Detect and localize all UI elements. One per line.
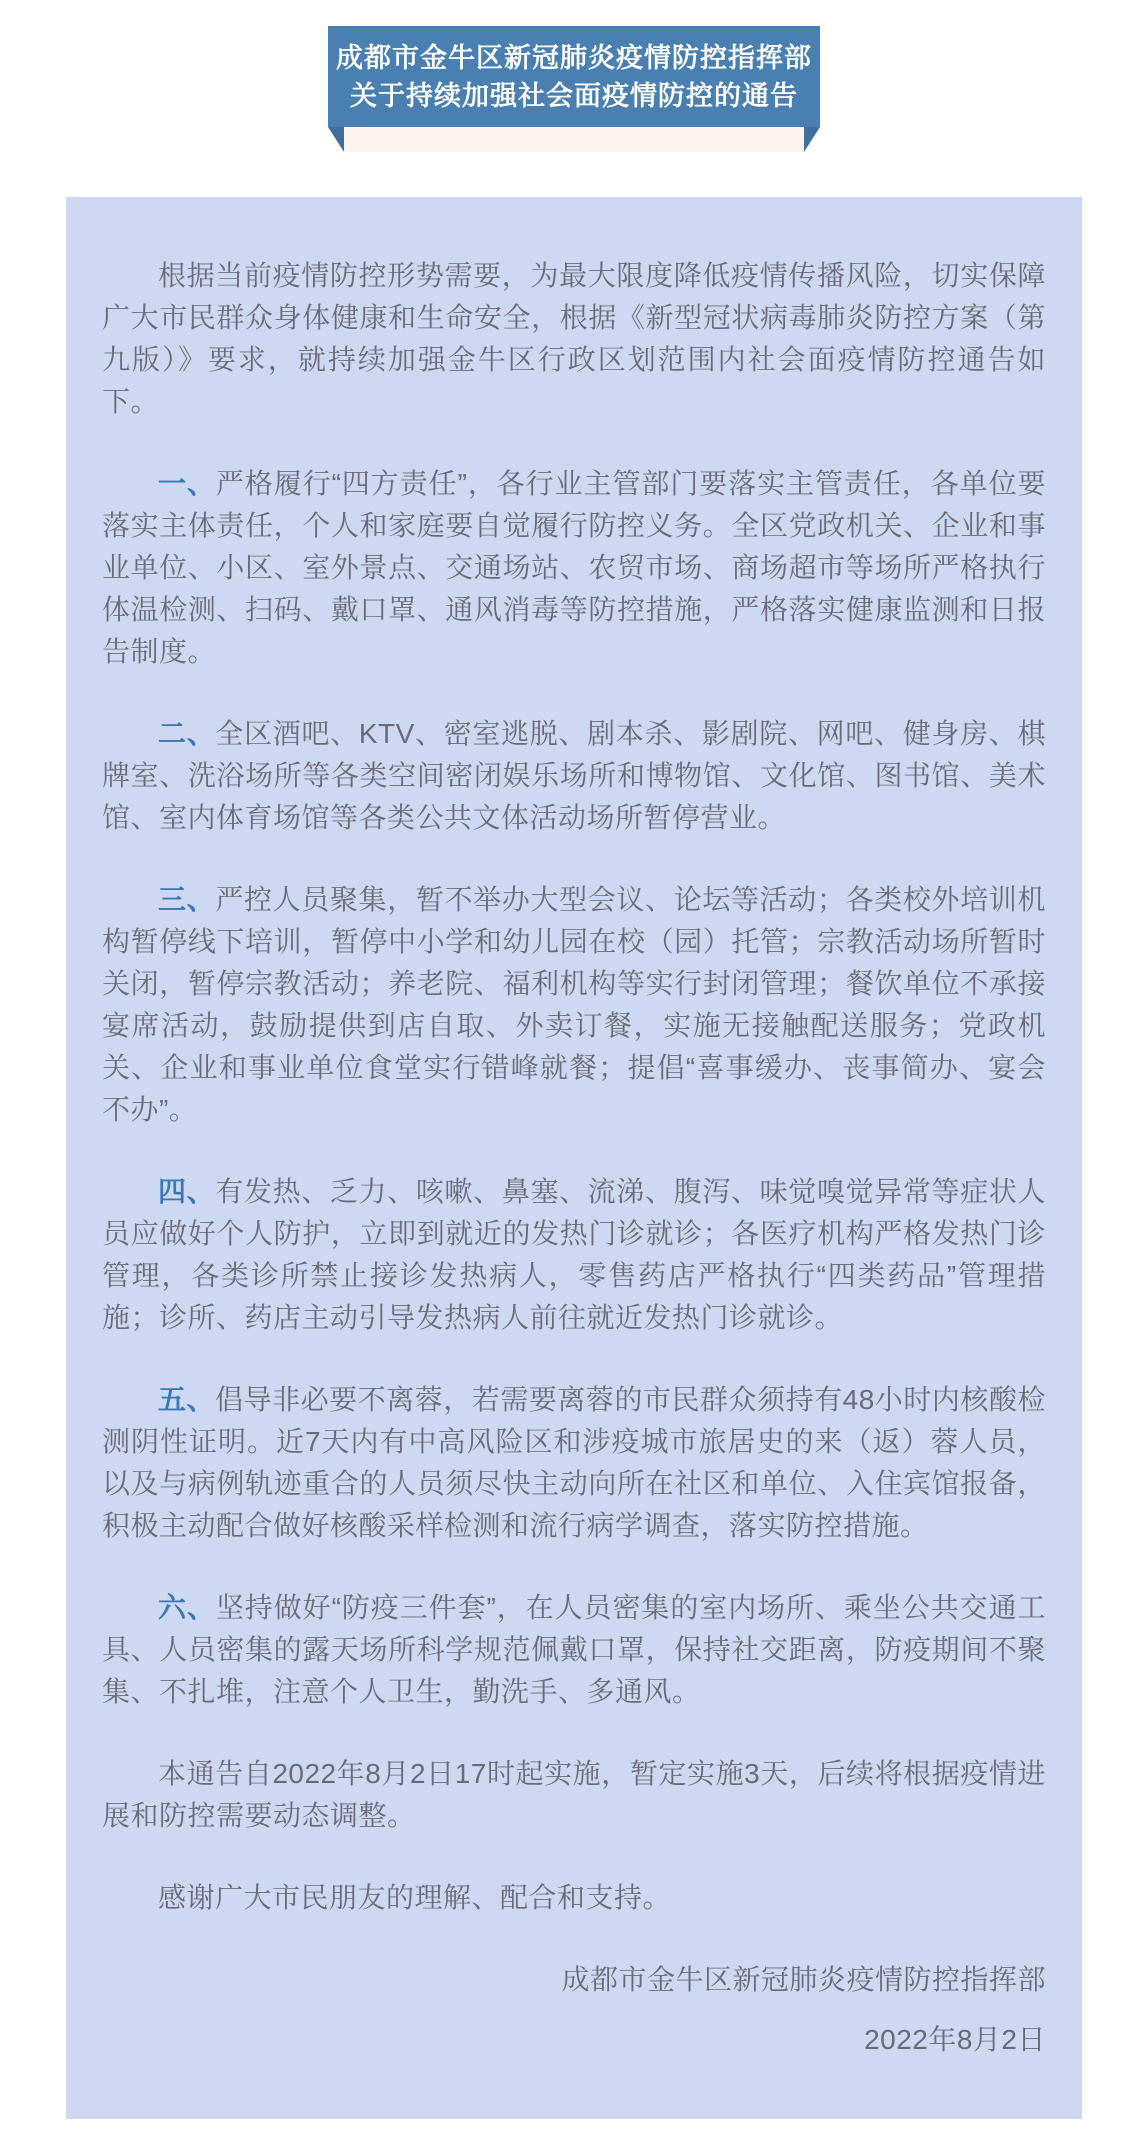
- item-paragraph-2: [102, 713, 1046, 839]
- item-number-2: 二、: [158, 718, 216, 749]
- notice-page: [0, 26, 1148, 2119]
- intro-paragraph: 根据当前疫情防控形势需要，为最大限度降低疫情传播风险，切实保障广大市民群众身体健康和生命安全，根据《新型冠状病毒肺炎防控方案（第九版）》要求，就持续加强金牛区行政区划范围内社会面疫情防控通告如下。: [102, 260, 1046, 417]
- item-number-1: 一、: [158, 468, 216, 499]
- item-number-6: 六、: [158, 1592, 216, 1623]
- item-paragraph-3: [102, 879, 1046, 1131]
- item-text-3: 严控人员聚集，暂不举办大型会议、论坛等活动；各类校外培训机构暂停线下培训，暂停中小学和幼儿园在校（园）托管；宗教活动场所暂时关闭，暂停宗教活动；养老院、福利机构等实行封闭管理；餐饮单位不承接宴席活动，鼓励提供到店自取、外卖订餐，实施无接触配送服务；党政机关、企业和事业单位食堂实行错峰就餐；提倡“喜事缓办、丧事简办、宴会不办”。: [102, 884, 1046, 1125]
- item-paragraph-1: [102, 463, 1046, 673]
- item-number-3: 三、: [158, 884, 216, 915]
- ribbon-fold-left-icon: [328, 127, 344, 152]
- ribbon-fold-right-icon: [804, 127, 820, 152]
- signature: 成都市金牛区新冠肺炎疫情防控指挥部: [561, 1964, 1046, 1995]
- notice-body-panel: [66, 197, 1082, 2119]
- item-text-2: 全区酒吧、KTV、密室逃脱、剧本杀、影剧院、网吧、健身房、棋牌室、洗浴场所等各类空间密闭娱乐场所和博物馆、文化馆、图书馆、美术馆、室内体育场馆等各类公共文体活动场所暂停营业。: [102, 718, 1046, 833]
- banner-ribbon-strip: [344, 127, 804, 152]
- date: 2022年8月2日: [864, 2024, 1046, 2055]
- closing-paragraph-1: 本通告自2022年8月2日17时起实施，暂定实施3天，后续将根据疫情进展和防控需要动态调整。: [102, 1758, 1046, 1831]
- item-number-5: 五、: [158, 1384, 216, 1415]
- item-number-4: 四、: [158, 1176, 216, 1207]
- item-text-1: 严格履行“四方责任”，各行业主管部门要落实主管责任，各单位要落实主体责任，个人和家庭要自觉履行防控义务。全区党政机关、企业和事业单位、小区、室外景点、交通场站、农贸市场、商场超市等场所严格执行体温检测、扫码、戴口罩、通风消毒等防控措施，严格落实健康监测和日报告制度。: [102, 468, 1046, 667]
- banner-title-line2: 关于持续加强社会面疫情防控的通告: [350, 81, 798, 111]
- item-text-4: 有发热、乏力、咳嗽、鼻塞、流涕、腹泻、味觉嗅觉异常等症状人员应做好个人防护，立即到就近的发热门诊就诊；各医疗机构严格发热门诊管理，各类诊所禁止接诊发热病人，零售药店严格执行“四类药品”管理措施；诊所、药店主动引导发热病人前往就近发热门诊就诊。: [102, 1176, 1046, 1333]
- item-paragraph-6: [102, 1587, 1046, 1713]
- notice-header: [0, 26, 1148, 152]
- item-text-5: 倡导非必要不离蓉，若需要离蓉的市民群众须持有48小时内核酸检测阴性证明。近7天内有中高风险区和涉疫城市旅居史的来（返）蓉人员，以及与病例轨迹重合的人员须尽快主动向所在社区和单位、入住宾馆报备，积极主动配合做好核酸采样检测和流行病学调查，落实防控措施。: [102, 1384, 1046, 1541]
- item-text-6: 坚持做好“防疫三件套”，在人员密集的室内场所、乘坐公共交通工具、人员密集的露天场所科学规范佩戴口罩，保持社交距离，防疫期间不聚集、不扎堆，注意个人卫生，勤洗手、多通风。: [102, 1592, 1046, 1707]
- banner-title-line1: 成都市金牛区新冠肺炎疫情防控指挥部: [336, 43, 812, 73]
- closing-paragraph-2: 感谢广大市民朋友的理解、配合和支持。: [158, 1882, 672, 1913]
- banner: [328, 26, 820, 127]
- item-paragraph-5: [102, 1379, 1046, 1547]
- item-paragraph-4: [102, 1171, 1046, 1339]
